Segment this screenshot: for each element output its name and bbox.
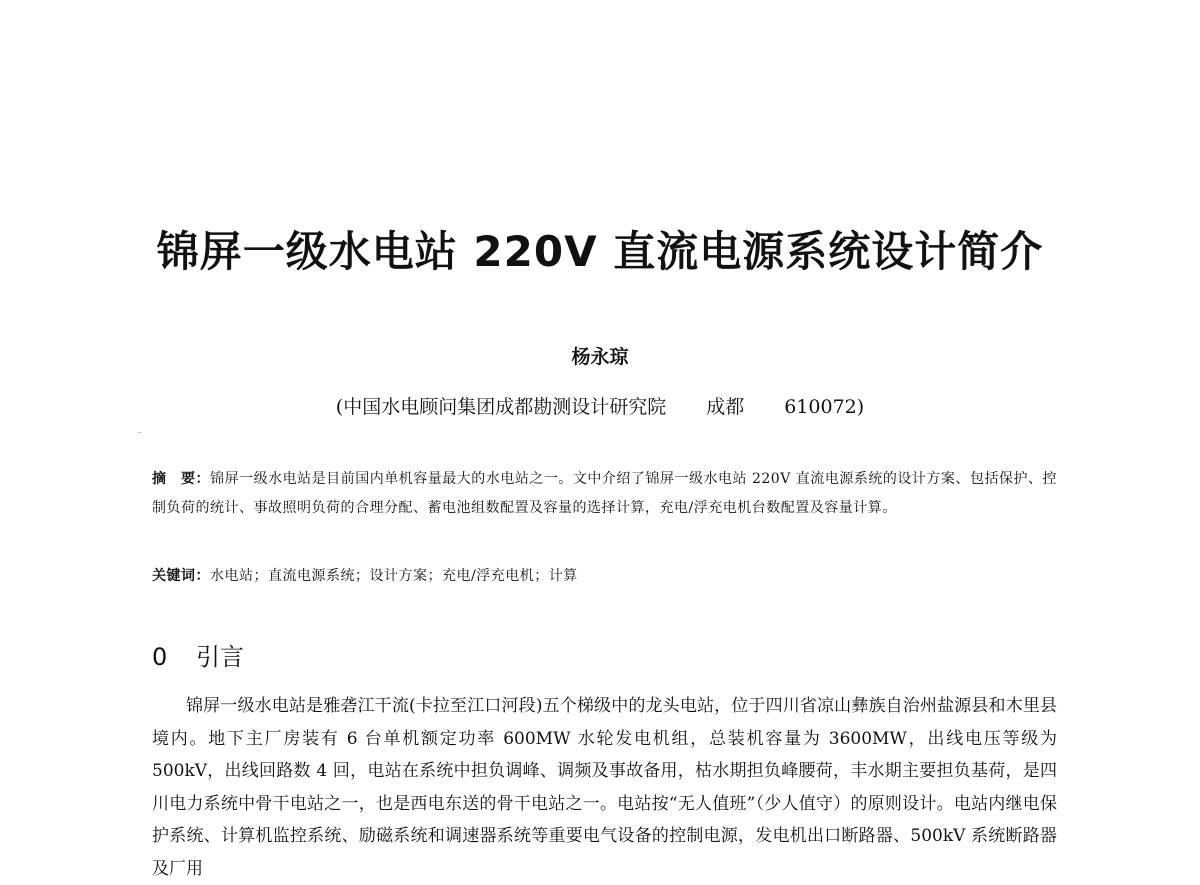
scan-artifact — [138, 432, 141, 433]
paper-title: 锦屏一级水电站 220V 直流电源系统设计简介 — [156, 227, 1044, 276]
affiliation-institute: (中国水电顾问集团成都勘测设计研究院 — [335, 396, 667, 418]
abstract — [152, 465, 1057, 523]
author-name: 杨永琼 — [571, 346, 629, 368]
abstract-text: 锦屏一级水电站是目前国内单机容量最大的水电站之一。文中介绍了锦屏一级水电站 220V 直流电源系统的设计方案、包括保护、控制负荷的统计、事故照明负荷的合理分配、蓄电池组数配置及容量的选择计算，充电/浮充电机台数配置及容量计算。 — [152, 471, 1058, 516]
body-paragraph: 锦屏一级水电站是雅砻江干流(卡拉至江口河段)五个梯级中的龙头电站，位于四川省凉山彝族自治州盐源县和木里县境内。地下主厂房装有 6 台单机额定功率 600MW 水轮发电机组，总装机容量为 3600MW，出线电压等级为 500kV，出线回路数 4 回，电站在系统中担负调峰、调频及事故备用，枯水期担负峰腰荷，丰水期主要担负基荷，是四川电力系统中骨干电站之一，也是西电东送的骨干电站之一。电站按“无人值班”（少人值守）的原则设计。电站内继电保护系统、计算机监控系统、励磁系统和调速器系统等重要电气设备的控制电源，发电机出口断路器、500kV 系统断路器及厂用 — [152, 696, 1057, 879]
affiliation-postcode: 610072) — [784, 396, 865, 418]
keywords-label: 关键词： — [152, 568, 210, 584]
keywords — [152, 562, 1057, 591]
section-heading — [152, 640, 244, 674]
section-number: 0 — [152, 643, 168, 671]
keywords-text: 水电站；直流电源系统；设计方案；充电/浮充电机；计算 — [210, 568, 578, 584]
affiliation-city: 成都 — [706, 396, 745, 418]
section-title: 引言 — [196, 643, 244, 671]
abstract-label: 摘 要： — [152, 471, 211, 487]
author-affiliation — [0, 392, 1200, 422]
